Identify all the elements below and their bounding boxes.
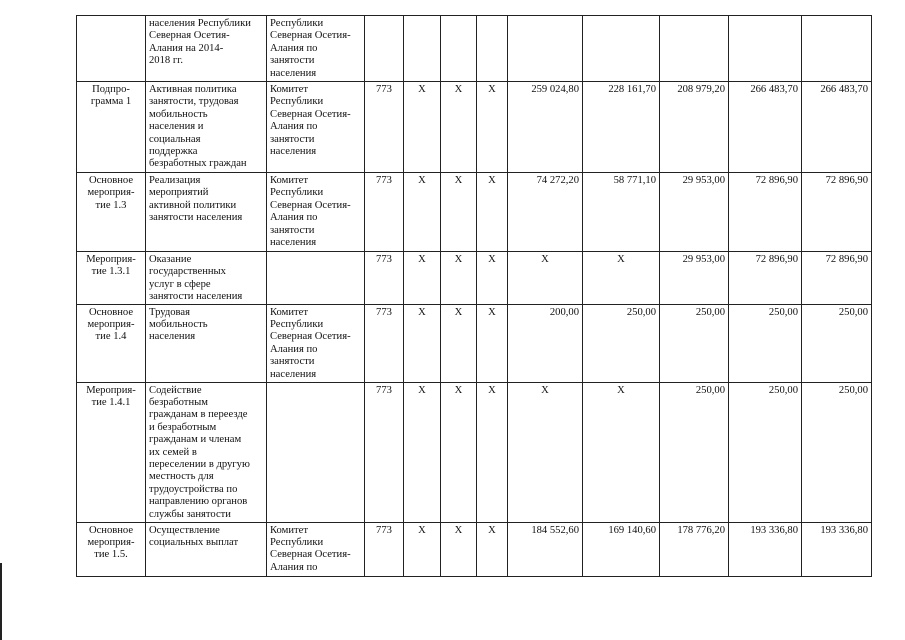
row-value-1-cell: 200,00 (508, 304, 583, 382)
row-value-5-cell: 72 896,90 (802, 252, 872, 305)
row-value-5-cell (802, 16, 872, 82)
row-value-4-cell (729, 16, 802, 82)
row-value-3-cell: 250,00 (660, 382, 729, 522)
row-rz-cell: X (404, 82, 441, 173)
row-rz-cell (404, 16, 441, 82)
row-value-2-cell: 58 771,10 (583, 173, 660, 252)
table-row (77, 252, 872, 305)
row-value-4-cell: 250,00 (729, 304, 802, 382)
row-value-2-cell (583, 16, 660, 82)
row-name-cell: Оказание государственных услуг в сфере занятости населения (146, 252, 267, 305)
row-value-4-cell: 193 336,80 (729, 522, 802, 576)
row-csr-cell: X (477, 82, 508, 173)
row-executor-cell: Комитет Республики Северная Осетия- Алания по занятости населения (267, 173, 365, 252)
row-name-cell: Активная политика занятости, трудовая мобильность населения и социальная поддержка безработных граждан (146, 82, 267, 173)
row-csr-cell: X (477, 252, 508, 305)
row-value-1-cell: 74 272,20 (508, 173, 583, 252)
row-value-5-cell: 193 336,80 (802, 522, 872, 576)
row-executor-cell: Республики Северная Осетия- Алания по занятости населения (267, 16, 365, 82)
row-name-cell: Реализация мероприятий активной политики занятости населения (146, 173, 267, 252)
row-executor-cell (267, 252, 365, 305)
row-pr-cell (441, 16, 477, 82)
row-code-cell: Основное мероприя- тие 1.3 (77, 173, 146, 252)
row-pr-cell: X (441, 252, 477, 305)
row-rz-cell: X (404, 382, 441, 522)
row-value-4-cell: 72 896,90 (729, 252, 802, 305)
row-value-4-cell: 266 483,70 (729, 82, 802, 173)
row-name-cell: населения Республики Северная Осетия- Алания на 2014- 2018 гг. (146, 16, 267, 82)
row-pr-cell: X (441, 382, 477, 522)
row-value-3-cell: 29 953,00 (660, 252, 729, 305)
table-row (77, 522, 872, 576)
row-value-4-cell: 250,00 (729, 382, 802, 522)
row-csr-cell: X (477, 304, 508, 382)
row-value-1-cell (508, 16, 583, 82)
row-code-cell: Основное мероприя- тие 1.5. (77, 522, 146, 576)
row-code-cell: Мероприя- тие 1.4.1 (77, 382, 146, 522)
row-grbs-cell: 773 (365, 522, 404, 576)
row-value-4-cell: 72 896,90 (729, 173, 802, 252)
table-row (77, 82, 872, 173)
table-row (77, 16, 872, 82)
row-executor-cell: Комитет Республики Северная Осетия- Алания по занятости населения (267, 304, 365, 382)
row-rz-cell: X (404, 252, 441, 305)
row-csr-cell: X (477, 522, 508, 576)
row-grbs-cell: 773 (365, 382, 404, 522)
row-value-5-cell: 250,00 (802, 382, 872, 522)
row-value-2-cell: 169 140,60 (583, 522, 660, 576)
row-code-cell: Подпро- грамма 1 (77, 82, 146, 173)
row-pr-cell: X (441, 173, 477, 252)
table-row (77, 173, 872, 252)
row-grbs-cell: 773 (365, 173, 404, 252)
row-value-1-cell: 184 552,60 (508, 522, 583, 576)
row-value-1-cell: X (508, 252, 583, 305)
row-rz-cell: X (404, 522, 441, 576)
row-value-3-cell: 250,00 (660, 304, 729, 382)
row-value-1-cell: 259 024,80 (508, 82, 583, 173)
row-grbs-cell: 773 (365, 82, 404, 173)
row-rz-cell: X (404, 304, 441, 382)
row-grbs-cell: 773 (365, 252, 404, 305)
row-name-cell: Содействие безработным гражданам в переезде и безработным гражданам и членам их семей в переселении в другую местность для трудоустройства по направлению органов службы занятости (146, 382, 267, 522)
row-code-cell: Основное мероприя- тие 1.4 (77, 304, 146, 382)
row-name-cell: Осуществление социальных выплат (146, 522, 267, 576)
row-code-cell: Мероприя- тие 1.3.1 (77, 252, 146, 305)
row-value-2-cell: X (583, 382, 660, 522)
row-value-3-cell: 29 953,00 (660, 173, 729, 252)
row-csr-cell: X (477, 173, 508, 252)
row-executor-cell (267, 382, 365, 522)
page-edge-mark (0, 563, 2, 640)
row-code-cell (77, 16, 146, 82)
row-value-3-cell: 208 979,20 (660, 82, 729, 173)
row-value-5-cell: 250,00 (802, 304, 872, 382)
row-value-5-cell: 266 483,70 (802, 82, 872, 173)
row-pr-cell: X (441, 304, 477, 382)
table-row (77, 304, 872, 382)
row-name-cell: Трудовая мобильность населения (146, 304, 267, 382)
row-value-3-cell: 178 776,20 (660, 522, 729, 576)
row-value-2-cell: 228 161,70 (583, 82, 660, 173)
row-value-3-cell (660, 16, 729, 82)
row-value-1-cell: X (508, 382, 583, 522)
row-executor-cell: Комитет Республики Северная Осетия- Алания по занятости населения (267, 82, 365, 173)
row-executor-cell: Комитет Республики Северная Осетия- Алания по (267, 522, 365, 576)
row-csr-cell (477, 16, 508, 82)
row-csr-cell: X (477, 382, 508, 522)
row-value-2-cell: X (583, 252, 660, 305)
table-body (77, 16, 872, 577)
row-grbs-cell (365, 16, 404, 82)
program-budget-table (76, 15, 872, 577)
table-row (77, 382, 872, 522)
row-value-5-cell: 72 896,90 (802, 173, 872, 252)
row-grbs-cell: 773 (365, 304, 404, 382)
row-rz-cell: X (404, 173, 441, 252)
row-pr-cell: X (441, 522, 477, 576)
row-value-2-cell: 250,00 (583, 304, 660, 382)
row-pr-cell: X (441, 82, 477, 173)
